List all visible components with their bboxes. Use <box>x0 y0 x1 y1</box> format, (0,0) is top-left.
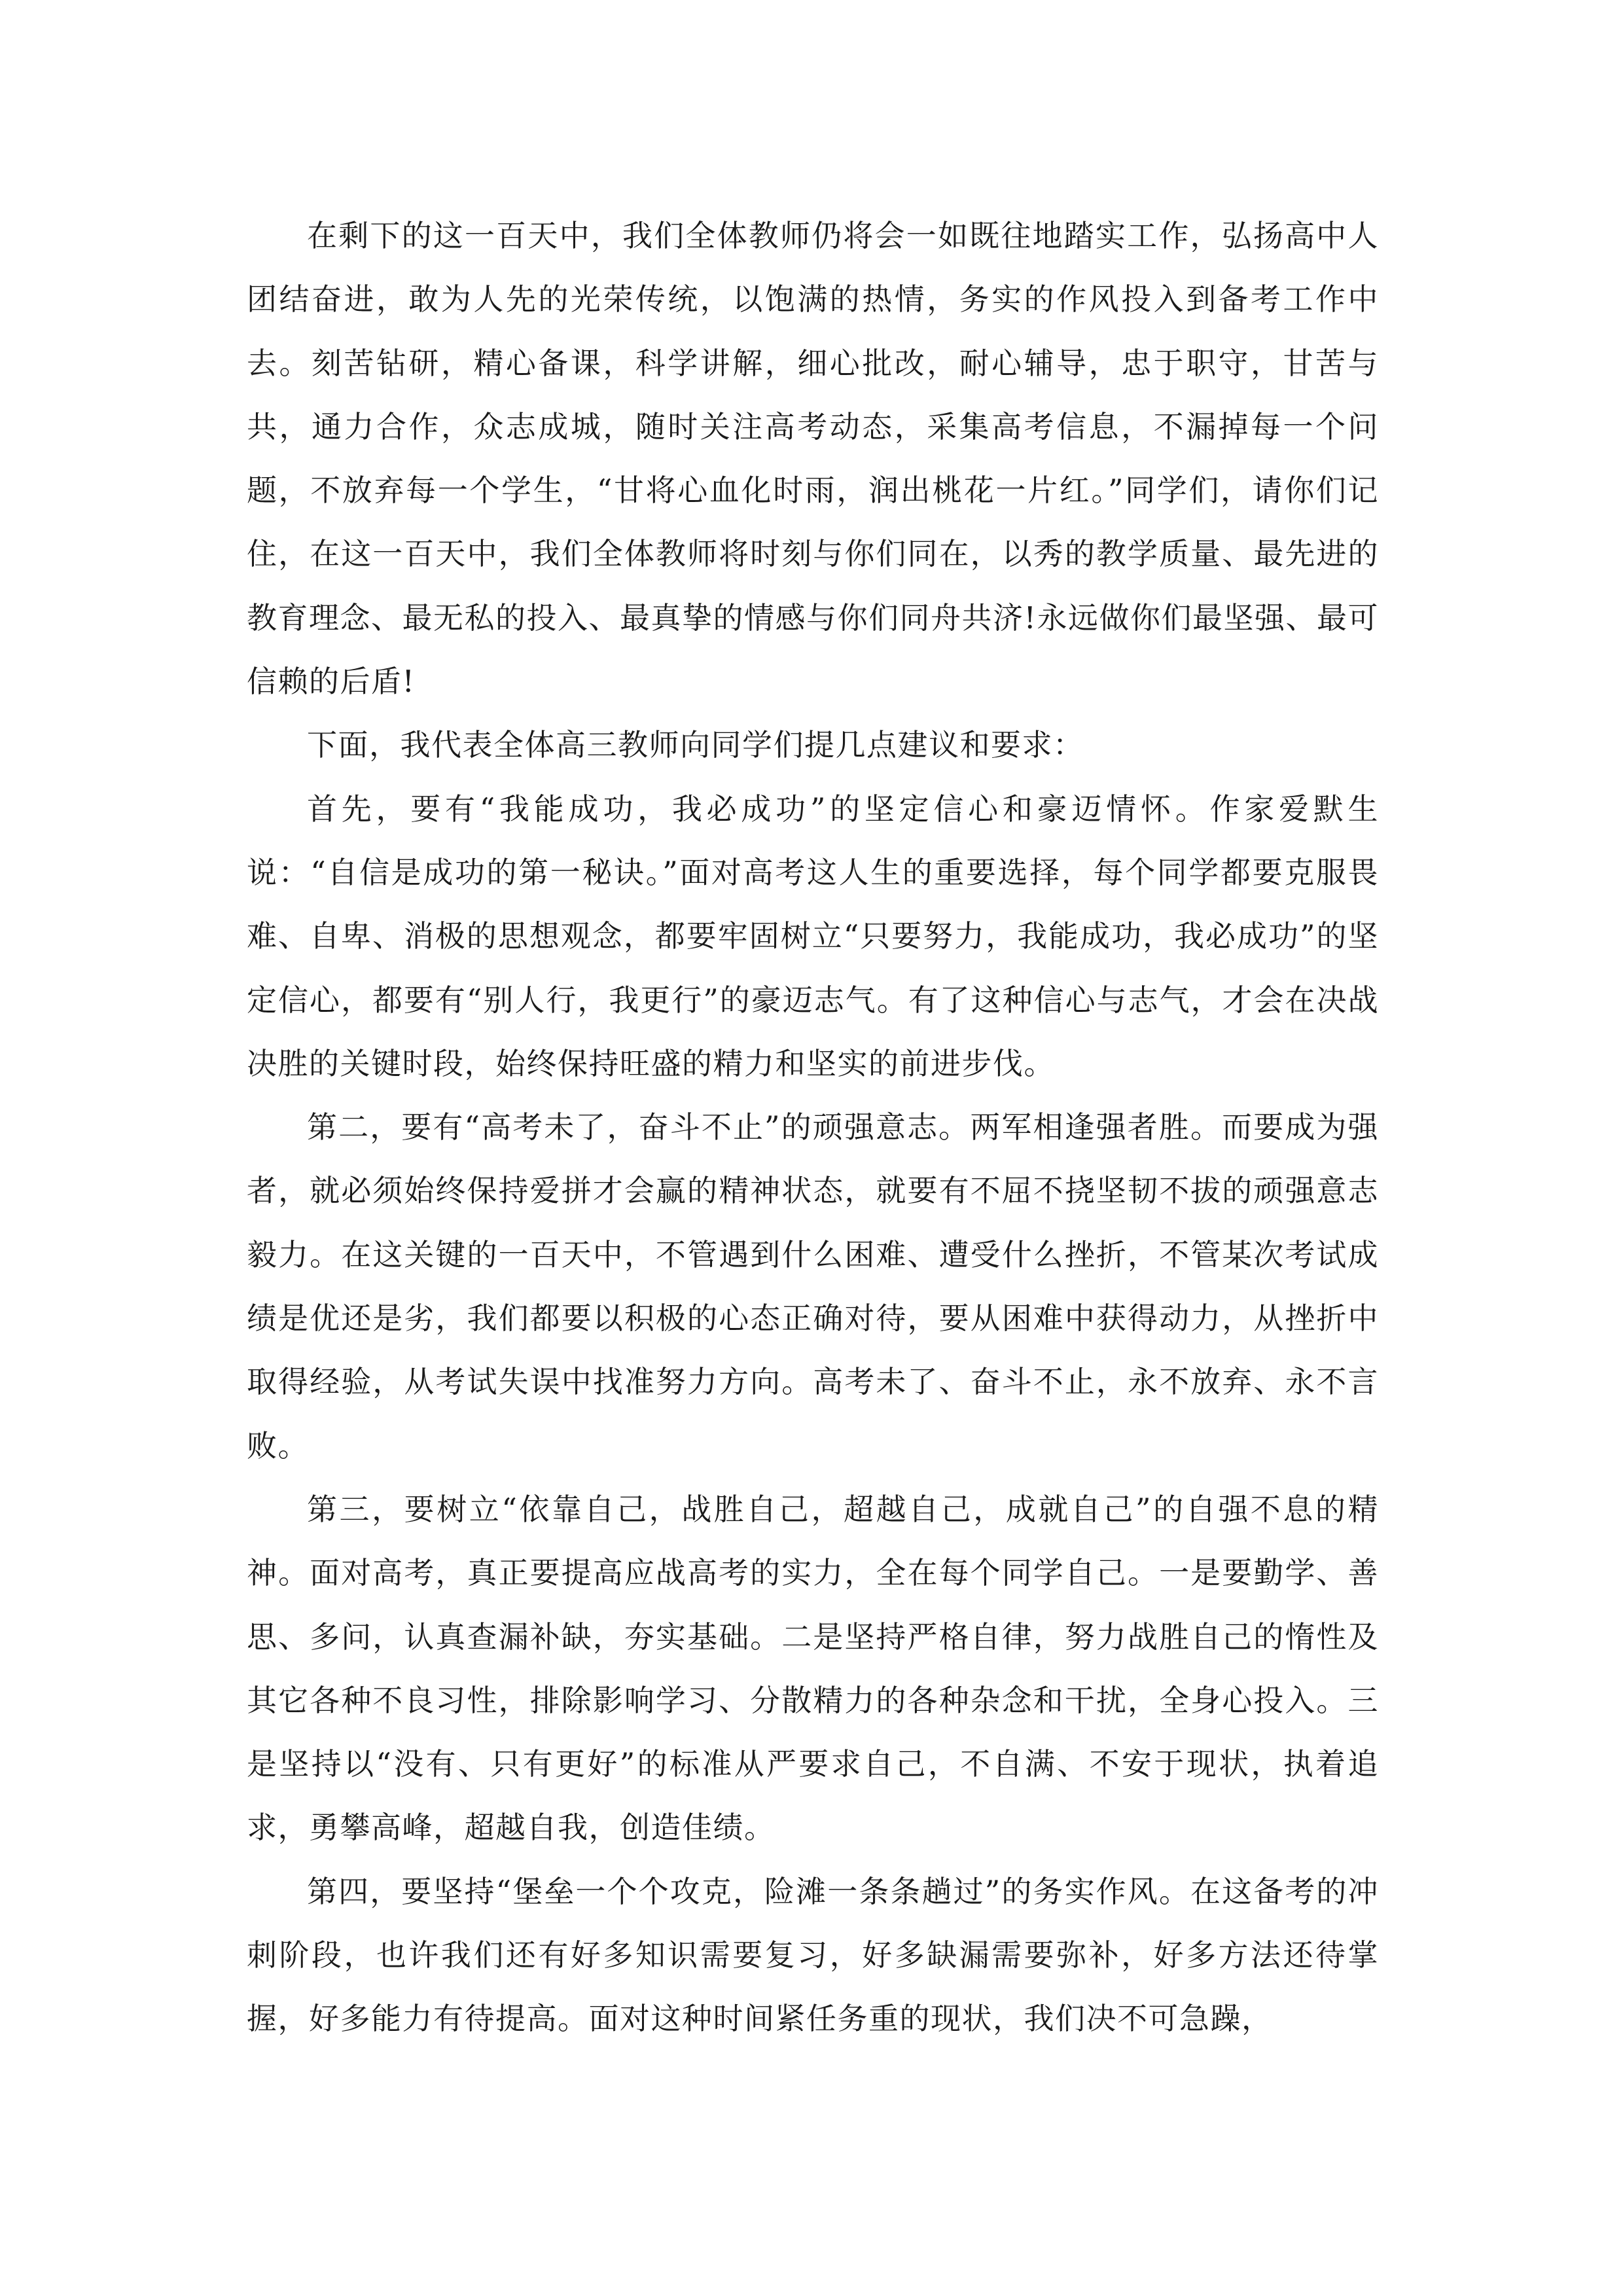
paragraph-second-willpower: 第二，要有“高考未了，奋斗不止”的顽强意志。两军相逢强者胜。而要成为强者，就必须始终保持爱拼才会赢的精神状态，就要有不屈不挠坚韧不拔的顽强意志毅力。在这关键的一百天中，不管遇到什么困难、遭受什么挫折，不管某次考试成绩是优还是劣，我们都要以积极的心态正确对待，要从困难中获得动力，从挫折中取得经验，从考试失误中找准努力方向。高考未了、奋斗不止，永不放弃、永不言败。 <box>247 1109 1379 1463</box>
document-body <box>247 204 1379 2051</box>
paragraph-fourth-pragmatism: 第四，要坚持“堡垒一个个攻克，险滩一条条趟过”的务实作风。在这备考的冲刺阶段，也许我们还有好多知识需要复习，好多缺漏需要弥补，好多方法还待掌握，好多能力有待提高。面对这种时间紧任务重的现状，我们决不可急躁， <box>247 1873 1379 2037</box>
paragraph-suggestions-intro: 下面，我代表全体高三教师向同学们提几点建议和要求： <box>307 727 1084 763</box>
paragraph-teachers-commitment: 在剩下的这一百天中，我们全体教师仍将会一如既往地踏实工作，弘扬高中人团结奋进，敢为人先的光荣传统，以饱满的热情，务实的作风投入到备考工作中去。刻苦钻研，精心备课，科学讲解，细心批改，耐心辅导，忠于职守，甘苦与共，通力合作，众志成城，随时关注高考动态，采集高考信息，不漏掉每一个问题，不放弃每一个学生，“甘将心血化时雨，润出桃花一片红。”同学们，请你们记住，在这一百天中，我们全体教师将时刻与你们同在，以秀的教学质量、最先进的教育理念、最无私的投入、最真挚的情感与你们同舟共济!永远做你们最坚强、最可信赖的后盾! <box>247 218 1379 700</box>
paragraph-third-self-reliance: 第三，要树立“依靠自己，战胜自己，超越自己，成就自己”的自强不息的精神。面对高考，真正要提高应战高考的实力，全在每个同学自己。一是要勤学、善思、多问，认真查漏补缺，夯实基础。二是坚持严格自律，努力战胜自己的惰性及其它各种不良习性，排除影响学习、分散精力的各种杂念和干扰，全身心投入。三是坚持以“没有、只有更好”的标准从严要求自己，不自满、不安于现状，执着追求，勇攀高峰，超越自我，创造佳绩。 <box>247 1491 1379 1846</box>
paragraph-first-confidence: 首先，要有“我能成功，我必成功”的坚定信心和豪迈情怀。作家爱默生说：“自信是成功的第一秘诀。”面对高考这人生的重要选择，每个同学都要克服畏难、自卑、消极的思想观念，都要牢固树立“只要努力，我能成功，我必成功”的坚定信心，都要有“别人行，我更行”的豪迈志气。有了这种信心与志气，才会在决战决胜的关键时段，始终保持旺盛的精力和坚实的前进步伐。 <box>247 791 1379 1081</box>
